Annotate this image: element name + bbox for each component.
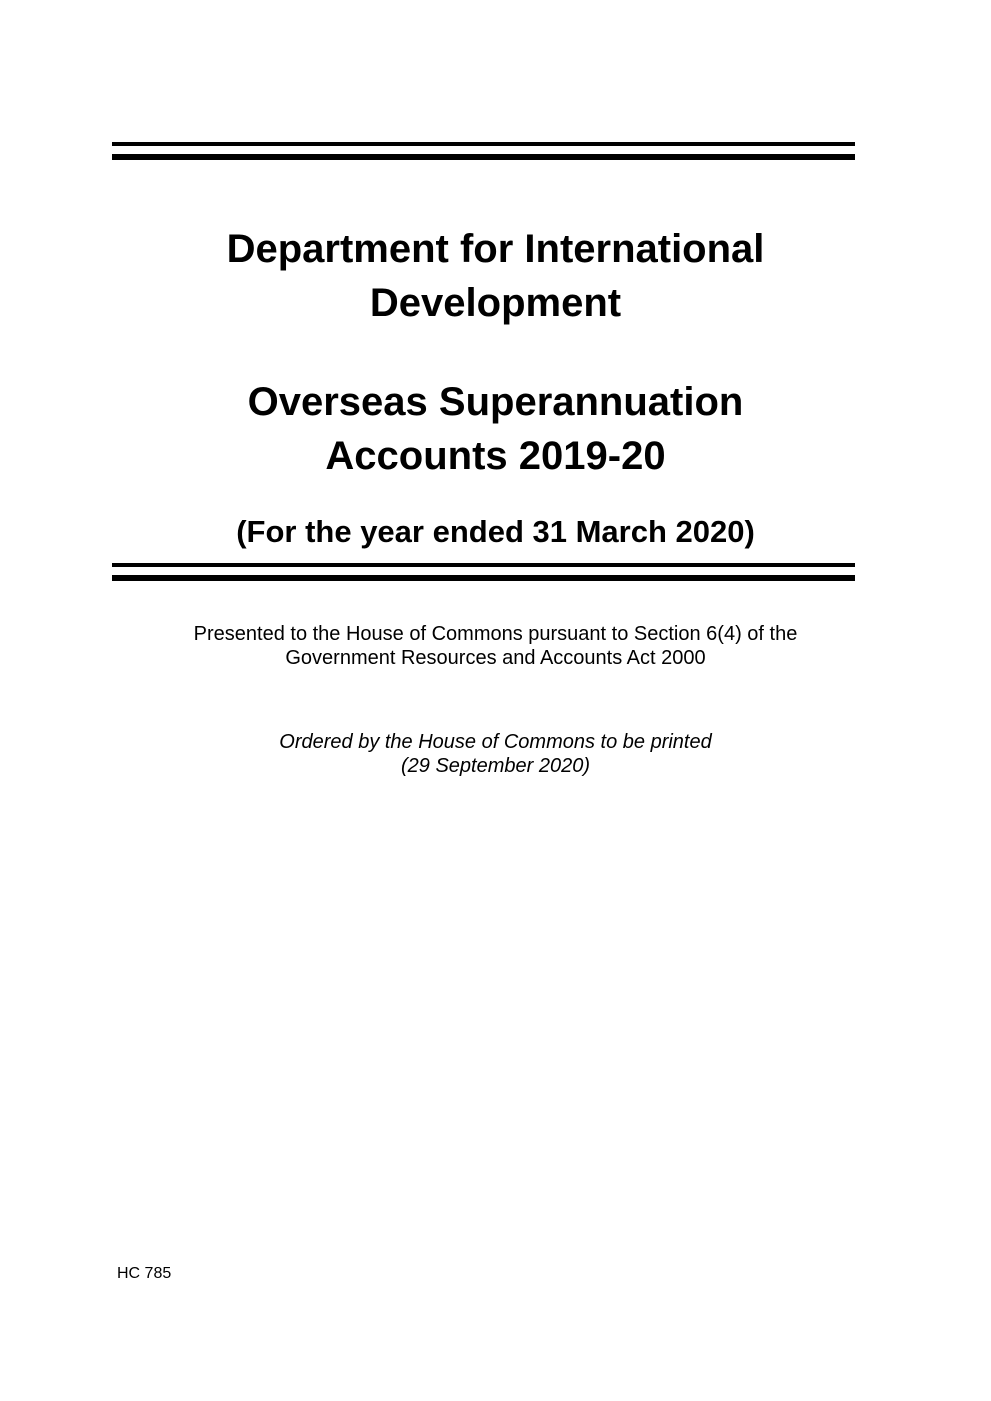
subtitle-line-2: Accounts 2019-20 [325,434,666,478]
top-thin-rule [112,142,855,146]
title-line-2: Development [369,281,622,325]
document-subtitle [0,375,991,483]
presented-statement [0,622,991,670]
bottom-thin-rule [112,563,855,567]
bottom-thick-rule [112,575,855,581]
ordered-line-2: (29 September 2020) [400,755,590,777]
period-text: (For the year ended 31 March 2020) [236,514,755,549]
title-line-1: Department for International [226,227,765,271]
hc-reference: HC 785 [117,1265,172,1282]
subtitle-line-1: Overseas Superannuation [247,380,744,424]
ordered-statement [0,730,991,778]
ordered-line-1: Ordered by the House of Commons to be printed [279,731,712,753]
presented-line-2: Government Resources and Accounts Act 2000 [285,647,706,669]
document-title [0,222,991,330]
top-thick-rule [112,154,855,160]
presented-line-1: Presented to the House of Commons pursuant to Section 6(4) of the [193,623,798,645]
